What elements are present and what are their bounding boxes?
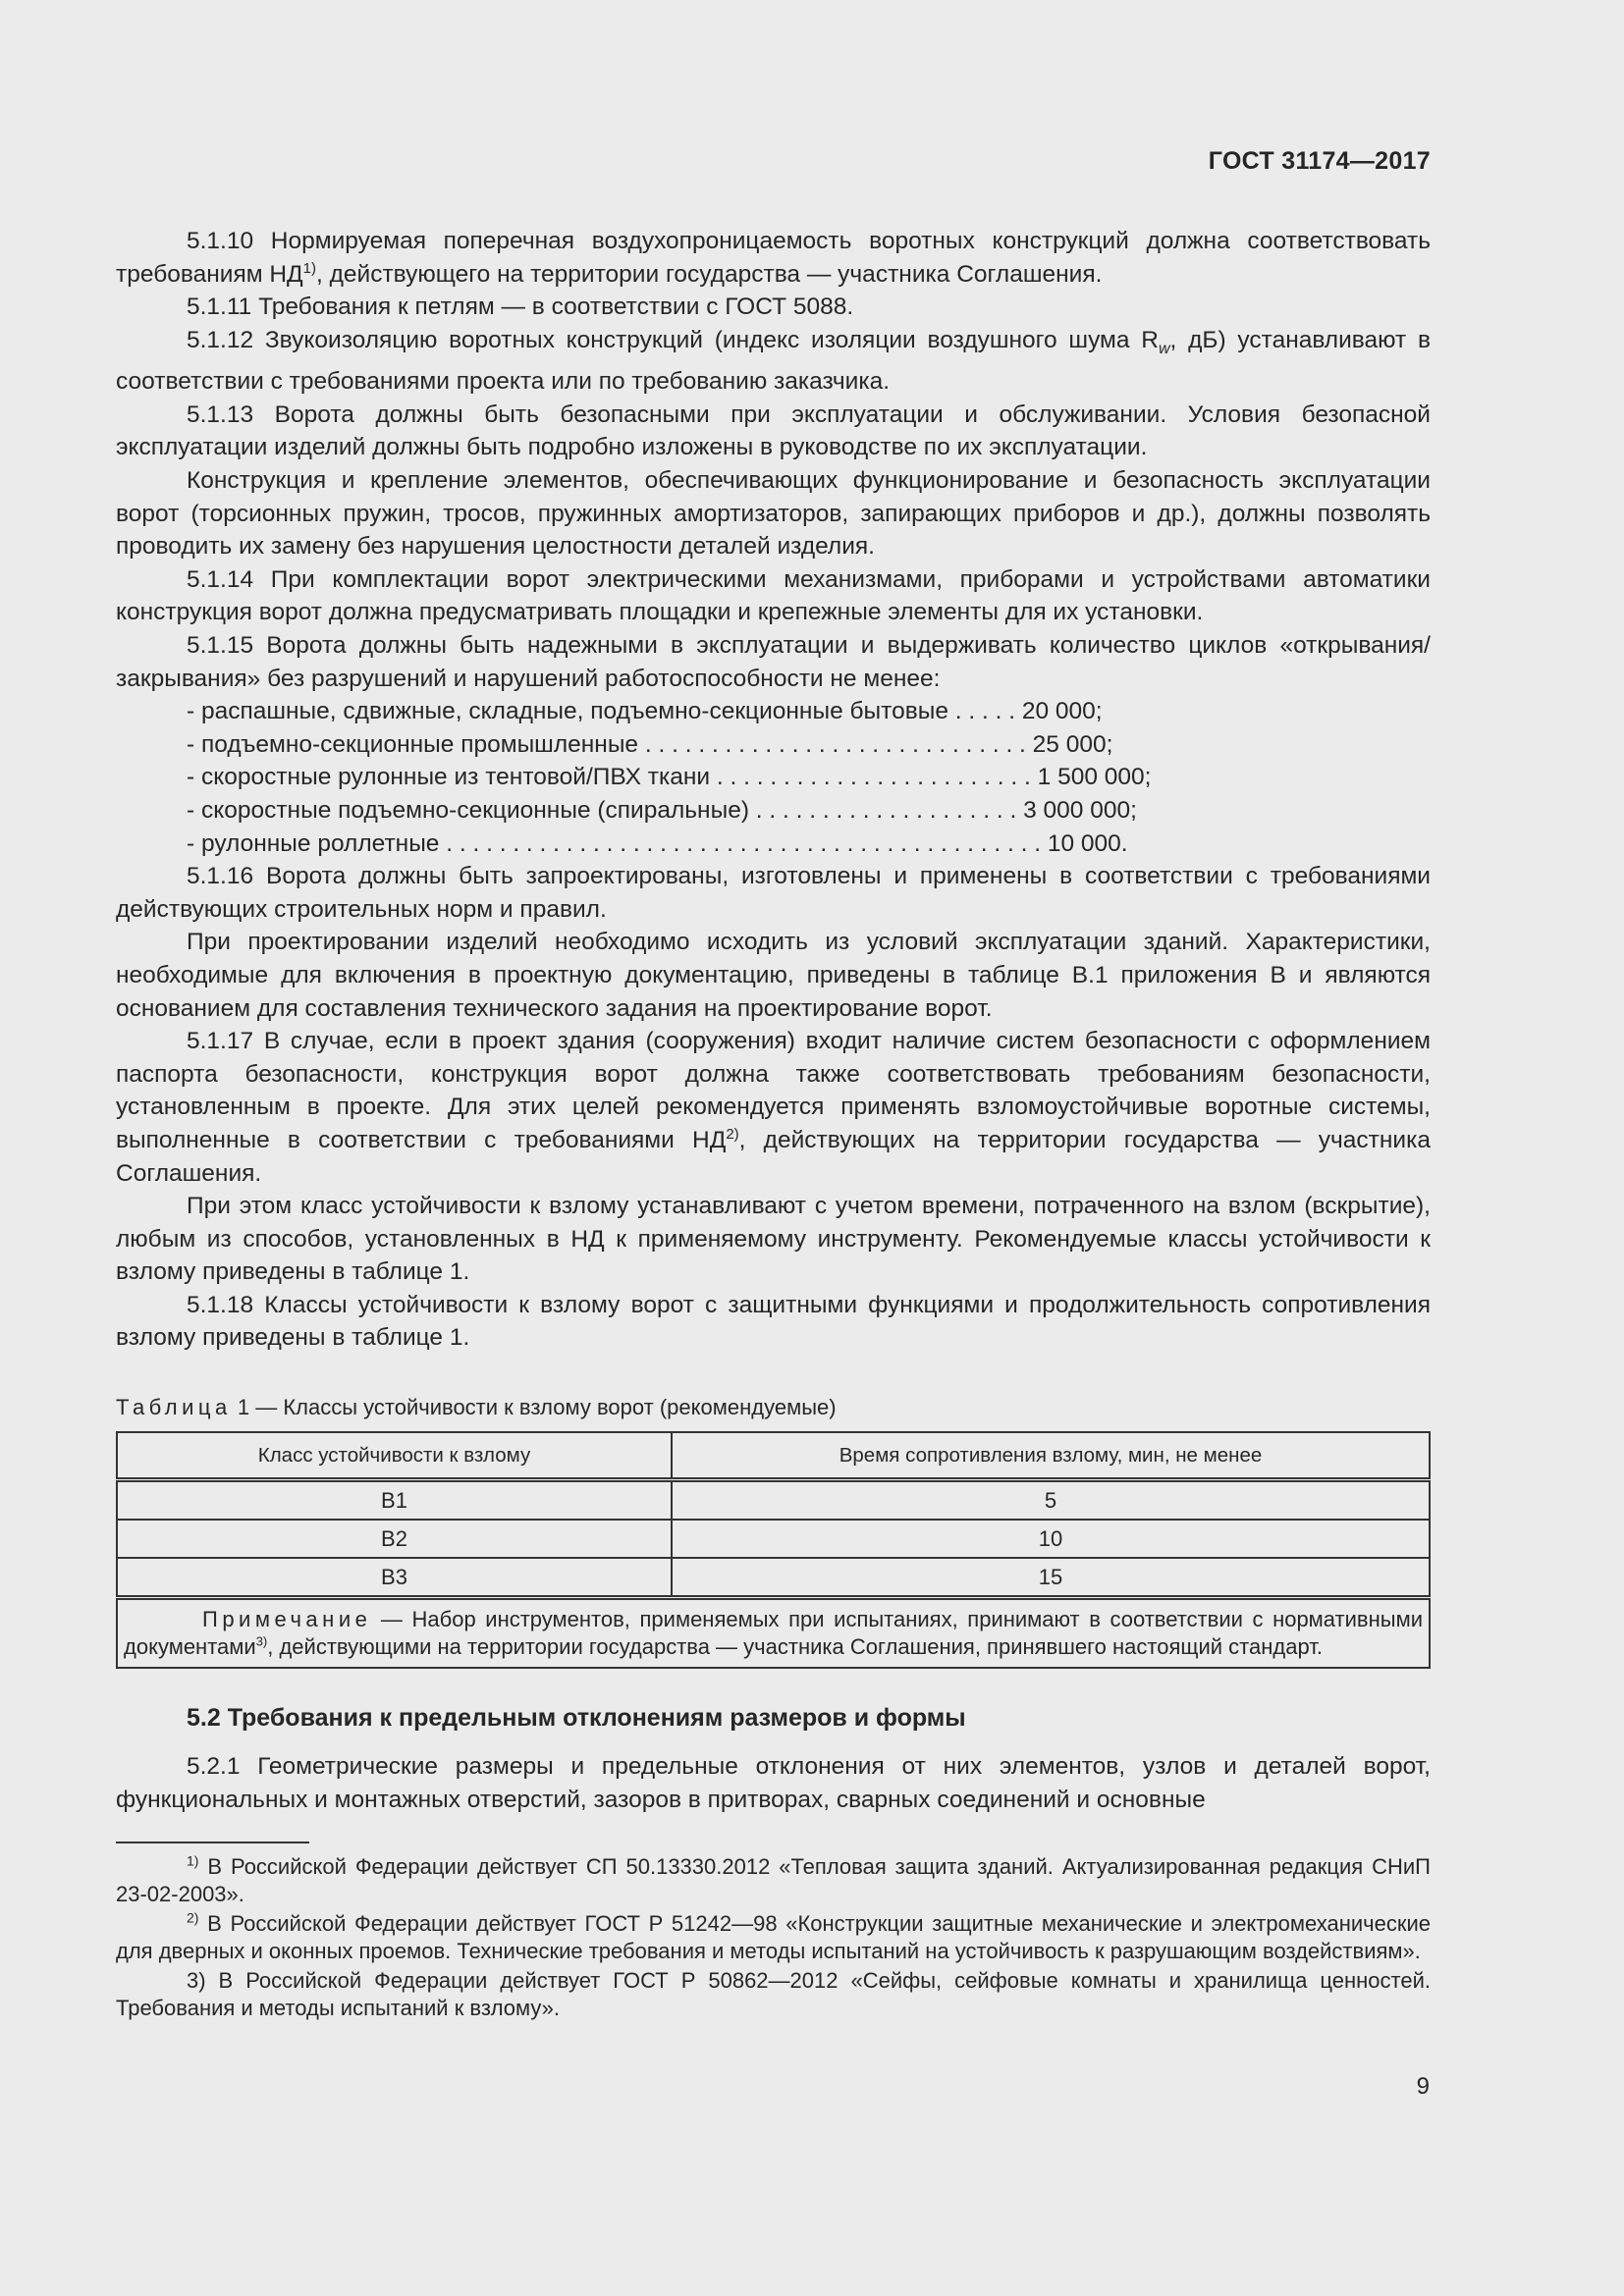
table-cell: В3 bbox=[117, 1558, 672, 1598]
table-cell: В1 bbox=[117, 1480, 672, 1521]
paragraph-5-1-15: 5.1.15 Ворота должны быть надежными в эксплуатации и выдерживать количество циклов «открывания/закрывания» без разрушений и нарушений работоспособности не менее: bbox=[116, 632, 1431, 692]
list-item: - скоростные подъемно-секционные (спиральные) . . . . . . . . . . . . . . . . . . . . 3 000 000; bbox=[187, 796, 1137, 824]
table-note-row bbox=[117, 1598, 1430, 1669]
table-header-cell: Класс устойчивости к взлому bbox=[117, 1432, 672, 1480]
list-item: - рулонные роллетные . . . . . . . . . . . . . . . . . . . . . . . . . . . . . . . . . . . . . . . . . . . . . 10 000. bbox=[187, 829, 1128, 857]
paragraphs-before-list bbox=[116, 225, 1431, 695]
list-item: - подъемно-секционные промышленные . . . . . . . . . . . . . . . . . . . . . . . . . . . . . 25 000; bbox=[187, 730, 1113, 758]
document-id-header: ГОСТ 31174—2017 bbox=[1208, 147, 1431, 175]
list-item: - скоростные рулонные из тентовой/ПВХ ткани . . . . . . . . . . . . . . . . . . . . . . . . 1 500 000; bbox=[187, 764, 1152, 791]
paragraph-5-1-14: 5.1.14 При комплектации ворот электрическими механизмами, приборами и устройствами автоматики конструкция ворот должна предусматривать площадки и крепежные элементы для их установки. bbox=[116, 565, 1431, 626]
paragraph-5-1-12: 5.1.12 Звукоизоляцию воротных конструкций (индекс изоляции воздушного шума $R_w$, дБ) устанавливают в соответствии с требованиями проекта или по требованию заказчика. bbox=[116, 326, 1431, 396]
footnote-divider bbox=[116, 1842, 309, 1843]
paragraph-5-1-11: 5.1.11 Требования к петлям — в соответствии с ГОСТ 5088. bbox=[187, 294, 854, 321]
paragraph-5-1-13: 5.1.13 Ворота должны быть безопасными при эксплуатации и обслуживании. Условия безопасной эксплуатации изделий должны быть подробно изложены в руководстве по их эксплуатации. bbox=[116, 400, 1431, 461]
cycle-count-list bbox=[116, 695, 1431, 860]
footnote: $^{1)}$ В Российской Федерации действует СП 50.13330.2012 «Тепловая защита зданий. Актуализированная редакция СНиП 23-02-2003». bbox=[116, 1852, 1431, 1906]
table-header-row bbox=[117, 1432, 1430, 1480]
table-cell: 5 bbox=[672, 1480, 1430, 1521]
paragraph-5-2-1: 5.2.1 Геометрические размеры и предельные отклонения от них элементов, узлов и деталей ворот, функциональных и монтажных отверстий, зазоров в притворах, сварных соединений и основные bbox=[116, 1753, 1431, 1813]
table-cell: В2 bbox=[117, 1520, 672, 1558]
footnote: 3) В Российской Федерации действует ГОСТ Р 50862—2012 «Сейфы, сейфовые комнаты и хранилища ценностей. Требования и методы испытаний к взлому». bbox=[116, 1968, 1431, 2020]
table-cell: 15 bbox=[672, 1558, 1430, 1598]
main-content bbox=[116, 225, 1431, 1816]
table-cell: 10 bbox=[672, 1520, 1430, 1558]
paragraph-construction: Конструкция и крепление элементов, обеспечивающих функционирование и безопасность эксплуатации ворот (торсионных пружин, тросов, пружинных амортизаторов, запирающих приборов и др.), должны позволять проводить их замену без нарушения целостности деталей изделия. bbox=[116, 467, 1431, 561]
paragraph-5-1-18: 5.1.18 Классы устойчивости к взлому ворот с защитными функциями и продолжительность сопротивления взлому приведены в таблице 1. bbox=[116, 1291, 1431, 1352]
paragraph-5-1-17: 5.1.17 В случае, если в проект здания (сооружения) входит наличие систем безопасности с оформлением паспорта безопасности, конструкция ворот должна также соответствовать требованиям безопасности, установленным в проекте. Для этих целей рекомендуется применять взломоустойчивые воротные системы, выполненные в соответствии с требованиями НД$^{2)}$, действующих на территории государства — участника Соглашения. bbox=[116, 1028, 1431, 1187]
table-row bbox=[117, 1520, 1430, 1558]
section-heading: 5.2 Требования к предельным отклонениям размеров и формы bbox=[187, 1704, 966, 1733]
page-number: 9 bbox=[1416, 2073, 1430, 2100]
table-row bbox=[117, 1480, 1430, 1521]
paragraph-design: При проектировании изделий необходимо исходить из условий эксплуатации зданий. Характеристики, необходимые для включения в проектную документацию, приведены в таблице В.1 приложения В и являются основанием для составления технического задания на проектирование ворот. bbox=[116, 929, 1431, 1022]
paragraph-resistance-class: При этом класс устойчивости к взлому устанавливают с учетом времени, потраченного на взлом (вскрытие), любым из способов, установленных в НД к применяемому инструменту. Рекомендуемые классы устойчивости к взлому приведены в таблице 1. bbox=[116, 1193, 1431, 1286]
footnote: $^{2)}$ В Российской Федерации действует ГОСТ Р 51242—98 «Конструкции защитные механические и электромеханические для дверных и оконных проемов. Технические требования и методы испытаний на устойчивость к разрушающим воздействиям». bbox=[116, 1909, 1431, 1963]
footnotes bbox=[116, 1853, 1431, 2024]
paragraphs-after-list bbox=[116, 860, 1431, 1355]
paragraph-5-1-16: 5.1.16 Ворота должны быть запроектированы, изготовлены и применены в соответствии с требованиями действующих строительных норм и правил. bbox=[116, 863, 1431, 923]
paragraph-5-1-10: 5.1.10 Нормируемая поперечная воздухопроницаемость воротных конструкций должна соответствовать требованиям НД$^{1)}$, действующего на территории государства — участника Соглашения. bbox=[116, 228, 1431, 288]
table-caption: Таблица 1 — Классы устойчивости к взлому ворот (рекомендуемые) bbox=[116, 1395, 837, 1420]
table-note: Примечание — Набор инструментов, применяемых при испытаниях, принимают в соответствии с нормативными документами$^{3)}$, действующими на территории государства — участника Соглашения, принявшего настоящий стандарт. bbox=[117, 1598, 1430, 1669]
list-item: - распашные, сдвижные, складные, подъемно-секционные бытовые . . . . . 20 000; bbox=[187, 698, 1103, 725]
table-header-cell: Время сопротивления взлому, мин, не менее bbox=[672, 1432, 1430, 1480]
resistance-class-table bbox=[116, 1431, 1431, 1669]
table-row bbox=[117, 1558, 1430, 1598]
